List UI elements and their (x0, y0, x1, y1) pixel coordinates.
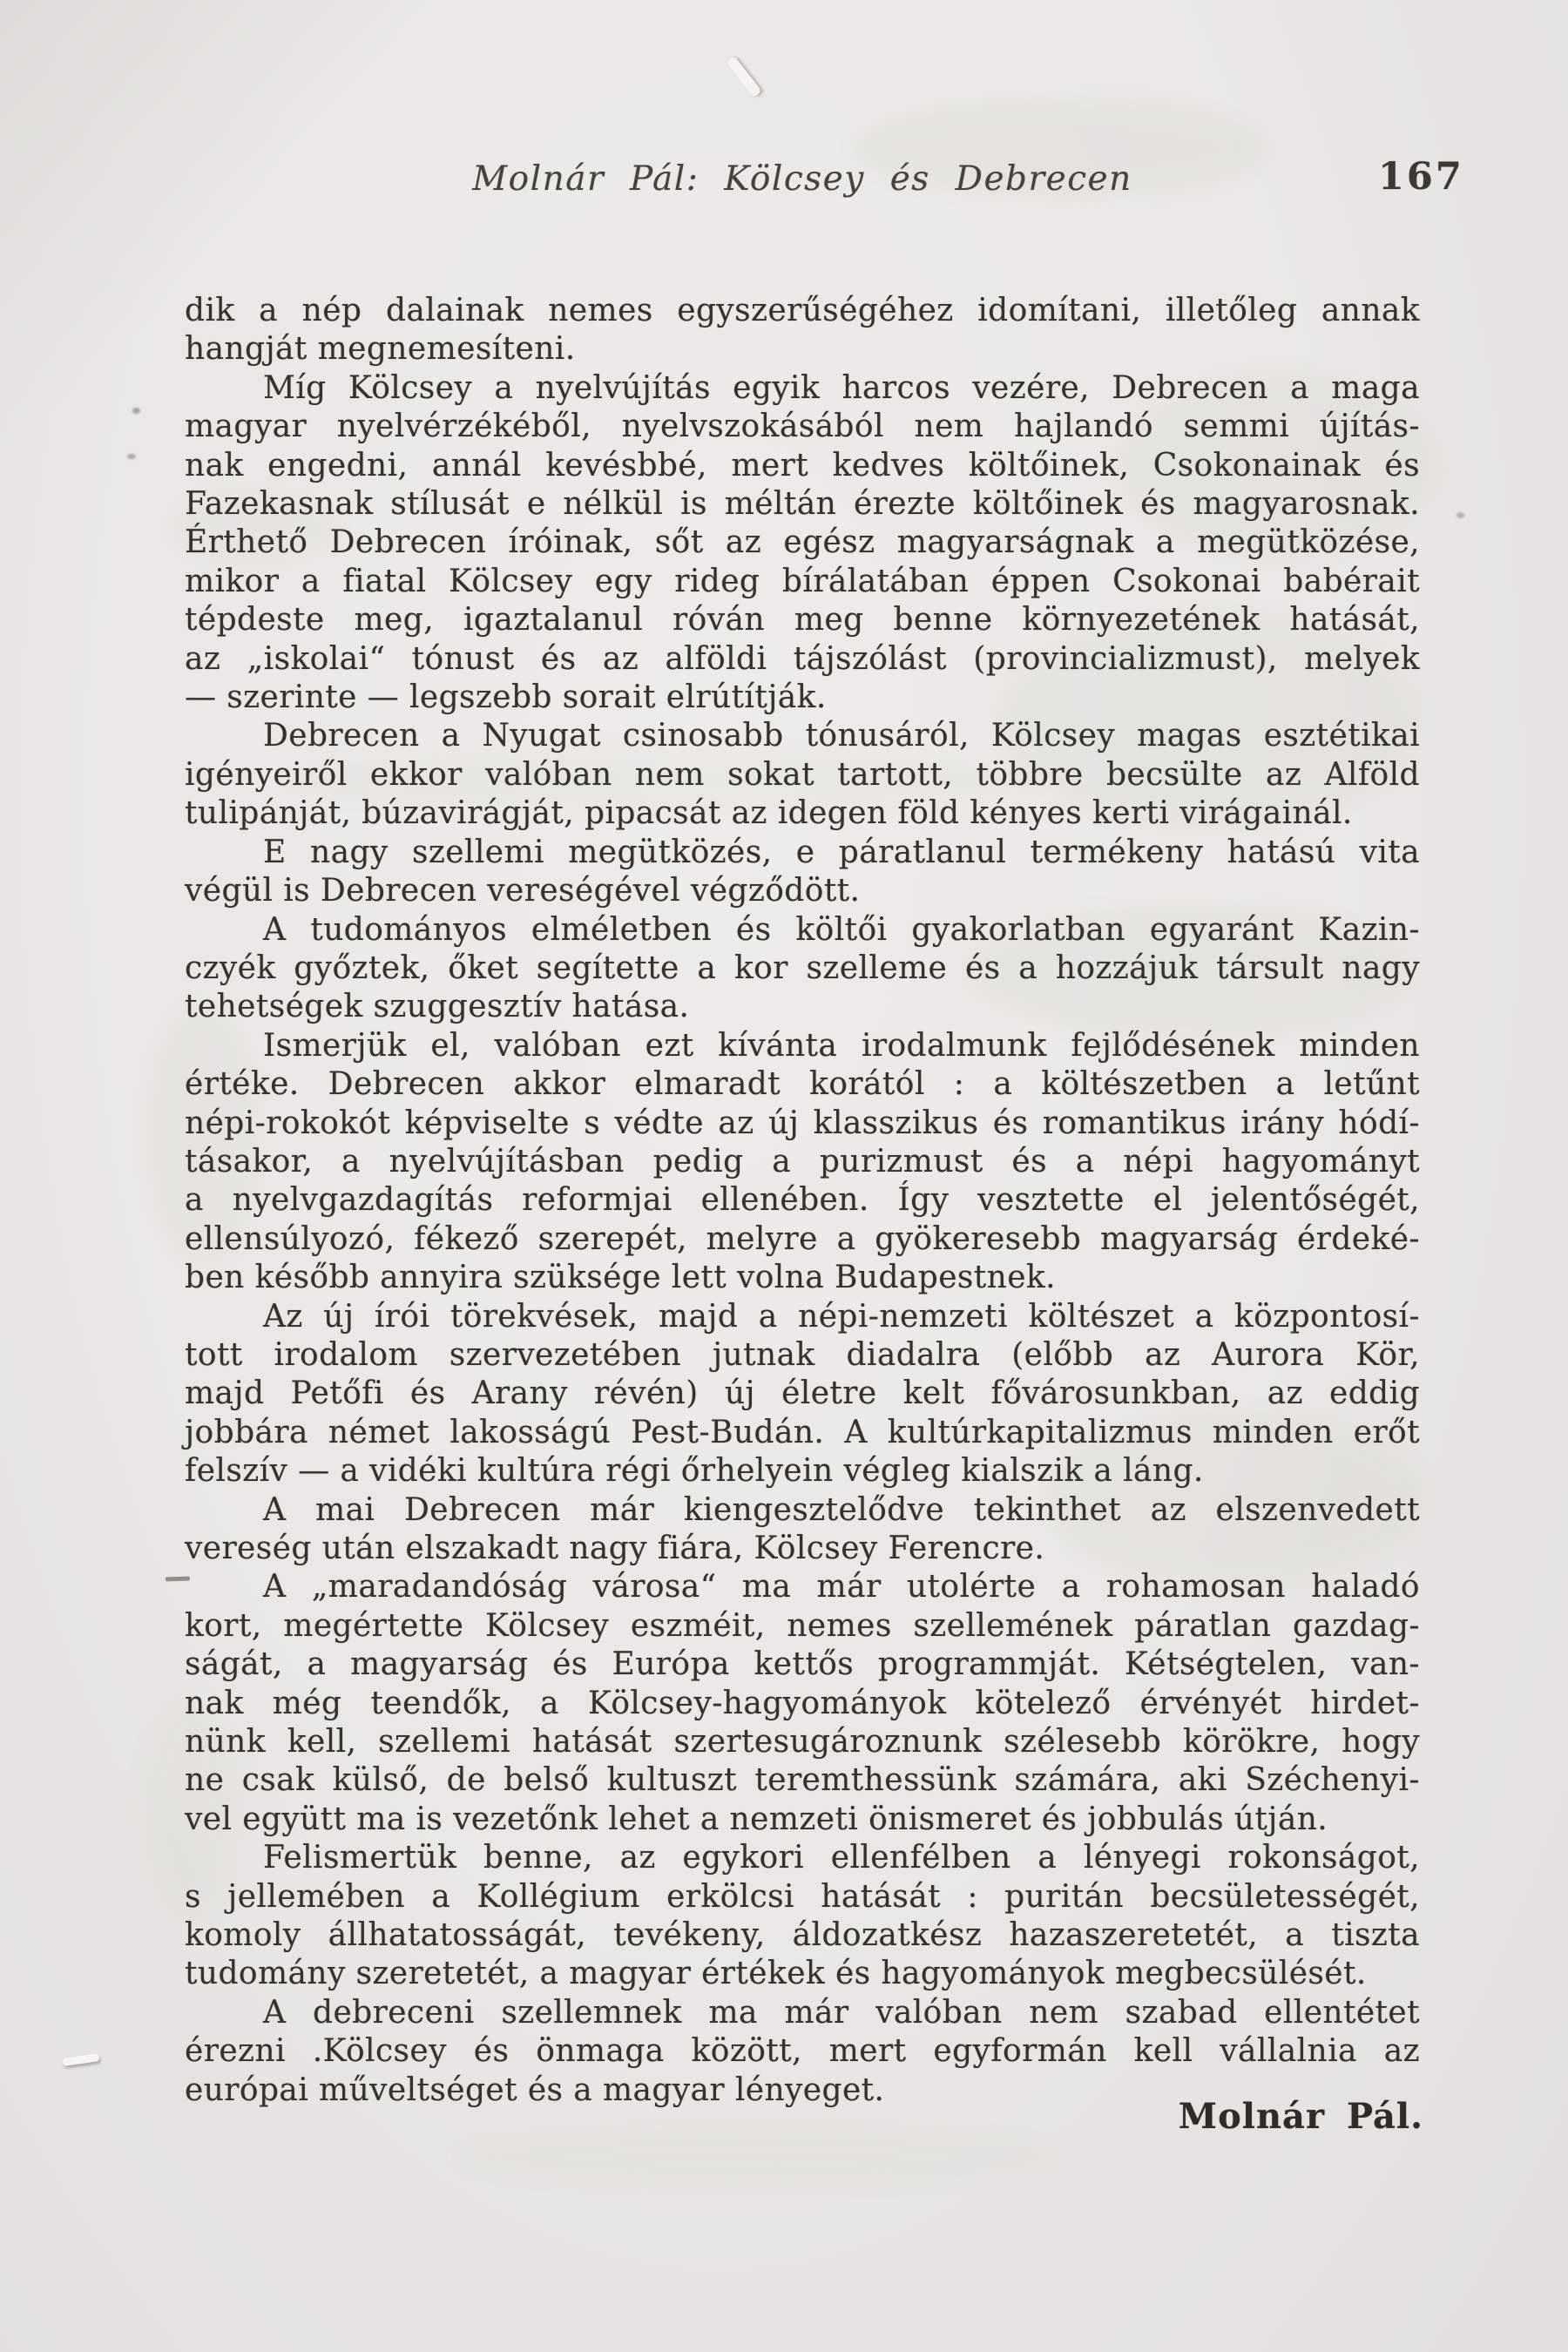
text-line: nak engedni, annál kevésbbé, mert kedves költőinek, Csokonainak és (185, 447, 1420, 483)
text-line: európai műveltséget és a magyar lényeget. (185, 2072, 885, 2108)
text-line: s jellemében a Kollégium erkölcsi hatását : puritán becsületességét, (185, 1878, 1420, 1915)
text-line: czyék győztek, őket segítette a kor szelleme és a hozzájuk társult nagy (185, 950, 1420, 986)
text-line: vel együtt ma is vezetőnk lehet a nemzeti önismeret és jobbulás útján. (185, 1801, 1328, 1837)
text-line: hangját megnemesíteni. (185, 331, 576, 368)
text-line: Fazekasnak stílusát e nélkül is méltán érezte költőinek és magyarosnak. (185, 486, 1420, 523)
text-line: ne csak külső, de belső kultuszt teremthessünk számára, aki Széchenyi- (185, 1762, 1420, 1799)
text-line: Felismertük benne, az egykori ellenfélben a lényegi rokonságot, (263, 1840, 1420, 1876)
text-line: értéke. Debrecen akkor elmaradt korától : a költészetben a letűnt (185, 1066, 1420, 1103)
text-line: tudomány szeretetét, a magyar értékek és hagyományok megbecsülését. (185, 1956, 1367, 1992)
text-line: a nyelvgazdagítás reformjai ellenében. Így vesztette el jelentőségét, (185, 1182, 1420, 1219)
text-line: nünk kell, szellemi hatását szertesugároznunk szélesebb körökre, hogy (185, 1724, 1420, 1761)
text-line: Az új írói törekvések, majd a népi-nemzeti költészet a központosí- (263, 1298, 1420, 1335)
text-line: tásakor, a nyelvújításban pedig a purizmust és a népi hagyományt (185, 1143, 1420, 1179)
text-line: A mai Debrecen már kiengesztelődve tekinthet az elszenvedett (263, 1491, 1420, 1528)
scan-speck (127, 454, 136, 459)
text-line: kort, megértette Kölcsey eszméit, nemes szellemének páratlan gazdag- (185, 1607, 1420, 1644)
text-line: komoly állhatatosságát, tevékeny, áldozatkész hazaszeretetét, a tiszta (185, 1917, 1420, 1954)
text-line: Míg Kölcsey a nyelvújítás egyik harcos vezére, Debrecen a maga (263, 369, 1420, 406)
margin-emboss-dash (63, 2053, 100, 2066)
text-line: A debreceni szellemnek ma már valóban nem szabad ellentétet (263, 1994, 1420, 2031)
author-signature: Molnár Pál. (1178, 2096, 1423, 2137)
text-line: E nagy szellemi megütközés, e páratlanul termékeny hatású vita (263, 834, 1420, 870)
text-line: ságát, a magyarság és Európa kettős programmját. Kétségtelen, van- (185, 1646, 1420, 1683)
text-line: dik a nép dalainak nemes egyszerűségéhez idomítani, illetőleg annak (185, 293, 1420, 328)
text-line: felszív — a vidéki kultúra régi őrhelyein végleg kialszik a láng. (185, 1453, 1204, 1490)
text-line: érezni .Kölcsey és önmaga között, mert egyformán kell vállalnia az (185, 2033, 1420, 2070)
text-line: népi-rokokót képviselte s védte az új klasszikus és romantikus irány hódí- (185, 1105, 1420, 1141)
page-number: 167 (1378, 155, 1464, 199)
scan-speck (1456, 512, 1464, 518)
text-line: az „iskolai“ tónust és az alföldi tájszólást (provincializmust), melyek (185, 640, 1420, 677)
paper-crease-mark (726, 56, 761, 98)
text-line: tehetségek szuggesztív hatása. (185, 989, 690, 1025)
text-line: végül is Debrecen vereségével végződött. (185, 873, 861, 909)
text-line: vereség után elszakadt nagy fiára, Kölcsey Ferencre. (185, 1531, 1045, 1566)
text-line: tott irodalom szervezetében jutnak diadalra (előbb az Aurora Kör, (185, 1336, 1420, 1373)
text-line: Debrecen a Nyugat csinosabb tónusáról, Kölcsey magas esztétikai (263, 718, 1420, 754)
text-line: tépdeste meg, igaztalanul róván meg benne környezetének hatását, (185, 602, 1420, 639)
running-head-title: Molnár Pál: Kölcsey és Debrecen (472, 159, 1132, 199)
text-block (185, 292, 1420, 2110)
text-line: A tudományos elméletben és költői gyakorlatban egyaránt Kazin- (263, 911, 1420, 948)
text-line: ellensúlyozó, fékező szerepét, melyre a gyökeresebb magyarság érdeké- (185, 1220, 1420, 1257)
text-line: igényeiről ekkor valóban nem sokat tartott, többre becsülte az Alföld (185, 756, 1420, 793)
text-line: Ismerjük el, valóban ezt kívánta irodalmunk fejlődésének minden (263, 1027, 1420, 1064)
text-line: magyar nyelvérzékéből, nyelvszokásából nem hajlandó semmi újítás- (185, 409, 1420, 445)
text-line: ben később annyira szüksége lett volna Budapestnek. (185, 1260, 1056, 1296)
text-line: Érthető Debrecen íróinak, sőt az egész magyarságnak a megütközése, (185, 524, 1420, 561)
text-line: mikor a fiatal Kölcsey egy rideg bírálatában éppen Csokonai babérait (185, 563, 1420, 599)
text-line: tulipánját, búzavirágját, pipacsát az idegen föld kényes kerti virágainál. (185, 795, 1353, 832)
scan-speck (132, 408, 140, 414)
text-line: majd Petőfi és Arany révén) új életre kelt fővárosunkban, az eddig (185, 1375, 1420, 1412)
text-line: A „maradandóság városa“ ma már utolérte a rohamosan haladó (263, 1569, 1420, 1605)
text-line: — szerinte — legszebb sorait elrútítják. (185, 679, 827, 716)
text-line: nak még teendők, a Kölcsey-hagyományok kötelező érvényét hirdet- (185, 1685, 1420, 1721)
text-line: jobbára német lakosságú Pest-Budán. A kultúrkapitalizmus minden erőt (185, 1414, 1420, 1450)
